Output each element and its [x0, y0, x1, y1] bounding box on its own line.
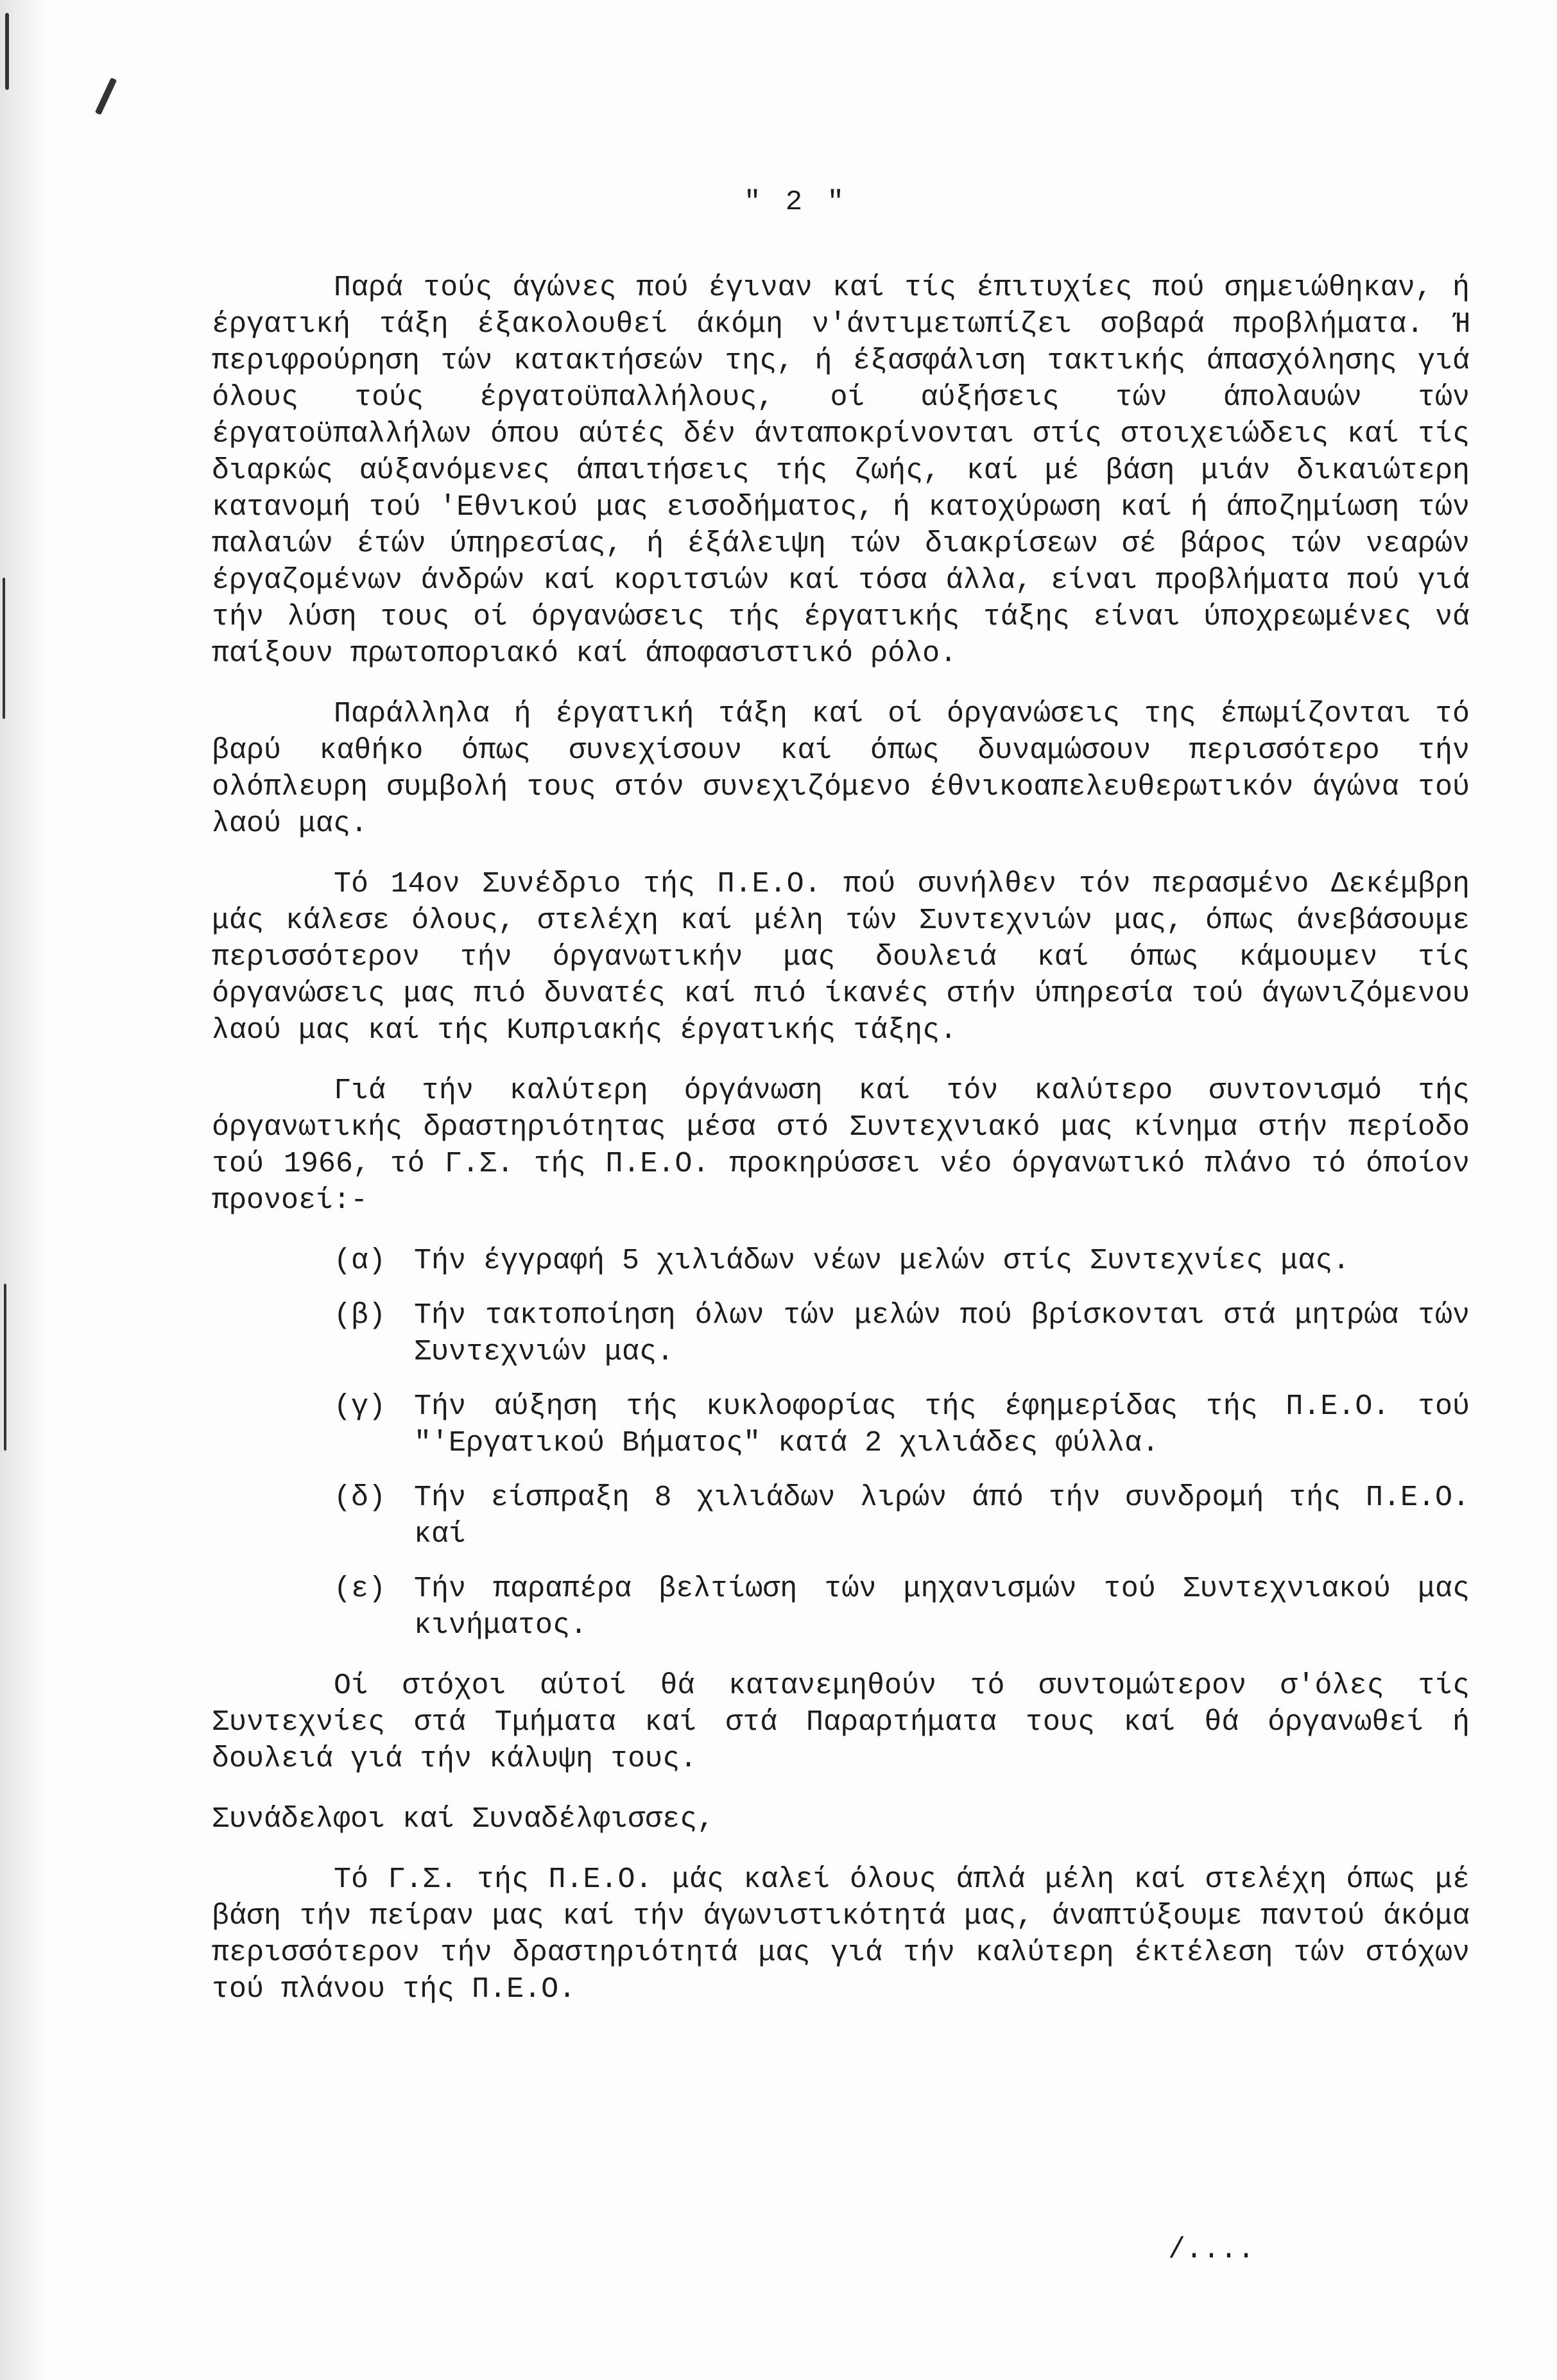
continuation-mark: /....	[1168, 2234, 1255, 2266]
list-item-label: (γ)	[334, 1390, 386, 1423]
document-body	[212, 270, 1470, 2031]
list-item-text: Τήν αύξηση τής κυκλοφορίας τής έφημερίδας τής Π.Ε.Ο. τού "'Εργατικού Βήματος" κατά 2 χιλιάδες φύλλα.	[414, 1390, 1470, 1460]
scan-artifact	[3, 578, 5, 719]
paragraph: Οί στόχοι αύτοί θά κατανεμηθούν τό συντομώτερον σ'όλες τίς Συντεχνίες στά Τμήματα καί στά Παραρτήματα τους καί θά όργανωθεί ή δουλειά γιά τήν κάλυψη τους.	[212, 1669, 1470, 1775]
list-item	[212, 1571, 1470, 1644]
paragraph: Τό 14ον Συνέδριο τής Π.Ε.Ο. πού συνήλθεν τόν περασμένο Δεκέμβρη μάς κάλεσε όλους, στελέχη καί μέλη τών Συντεχνιών μας, όπως άνεβάσουμε περισσότερον τήν όργανωτικήν μας δουλειά καί όπως κάμουμεν τίς όργανώσεις μας πιό δυνατές καί πιό ίκανές στήν ύπηρεσία τού άγωνιζόμενου λαού μας καί τής Κυπριακής έργατικής τάξης.	[212, 868, 1470, 1047]
closing-paragraph: Τό Γ.Σ. τής Π.Ε.Ο. μάς καλεί όλους άπλά μέλη καί στελέχη όπως μέ βάση τήν πείραν μας καί τήν άγωνιστικότητά μας, άναπτύξουμε παντού άκόμα περισσότερον τήν δραστηριότητά μας γιά τήν καλύτερη έκτέλεση τών στόχων τού πλάνου τής Π.Ε.Ο.	[212, 1863, 1470, 2006]
list-item	[212, 1479, 1470, 1553]
list-item	[212, 1297, 1470, 1370]
paragraph: Παράλληλα ή έργατική τάξη καί οί όργανώσεις της έπωμίζονται τό βαρύ καθήκο όπως συνεχίσουν καί όπως δυναμώσουν περισσότερο τήν ολόπλευρη συμβολή τους στόν συνεχιζόμενο έθνικοαπελευθερωτικόν άγώνα τού λαού μας.	[212, 698, 1470, 840]
list-item-text: Τήν είσπραξη 8 χιλιάδων λιρών άπό τήν συνδρομή τής Π.Ε.Ο. καί	[414, 1481, 1470, 1551]
list-item-text: Τήν παραπέρα βελτίωση τών μηχανισμών τού Συντεχνιακού μας κινήματος.	[414, 1573, 1470, 1642]
list-item	[212, 1388, 1470, 1462]
scan-shadow-edge	[0, 0, 45, 2380]
salutation: Συνάδελφοι καί Συναδέλφισσες,	[212, 1803, 715, 1836]
plan-items-list	[212, 1243, 1470, 1644]
scan-artifact	[4, 1284, 6, 1451]
list-item-text: Τήν έγγραφή 5 χιλιάδων νέων μελών στίς Συντεχνίες μας.	[414, 1245, 1350, 1277]
scan-artifact	[95, 78, 117, 116]
list-item-label: (ε)	[334, 1573, 386, 1605]
scan-artifact	[5, 13, 9, 90]
list-item-label: (β)	[334, 1299, 386, 1332]
list-item-label: (δ)	[334, 1481, 386, 1514]
list-item-text: Τήν τακτοποίηση όλων τών μελών πού βρίσκονται στά μητρώα τών Συντεχνιών μας.	[414, 1299, 1470, 1368]
paragraph: Γιά τήν καλύτερη όργάνωση καί τόν καλύτερο συντονισμό τής όργανωτικής δραστηριότητας μέσα στό Συντεχνιακό μας κίνημα στήν περίοδο τού 1966, τό Γ.Σ. τής Π.Ε.Ο. προκηρύσσει νέο όργανωτικό πλάνο τό όποίον προνοεί:-	[212, 1074, 1470, 1217]
list-item-label: (α)	[334, 1245, 386, 1277]
page-number: " 2 "	[743, 186, 848, 218]
paragraph: Παρά τούς άγώνες πού έγιναν καί τίς έπιτυχίες πού σημειώθηκαν, ή έργατική τάξη έξακολουθεί άκόμη ν'άντιμετωπίζει σοβαρά προβλήματα. Ή περιφρούρηση τών κατακτήσεών της, ή έξασφάλιση τακτικής άπασχόλησης γιά όλους τούς έργατοϋπαλλήλους, οί αύξήσεις τών άπολαυών τών έργατοϋπαλλήλων όπου αύτές δέν άνταποκρίνονται στίς στοιχειώδεις καί τίς διαρκώς αύξανόμενες άπαιτήσεις τής ζωής, καί μέ βάση μιάν δικαιώτερη κατανομή τού 'Εθνικού μας εισοδήματος, ή κατοχύρωση καί ή άποζημίωση τών παλαιών έτών ύπηρεσίας, ή έξάλειψη τών διακρίσεων σέ βάρος τών νεαρών έργαζομένων άνδρών καί κοριτσιών καί τόσα άλλα, είναι προβλήματα πού γιά τήν λύση τους οί όργανώσεις τής έργατικής τάξης είναι ύποχρεωμένες νά παίξουν πρωτοποριακό καί άποφασιστικό ρόλο.	[212, 272, 1470, 670]
list-item	[212, 1243, 1470, 1279]
